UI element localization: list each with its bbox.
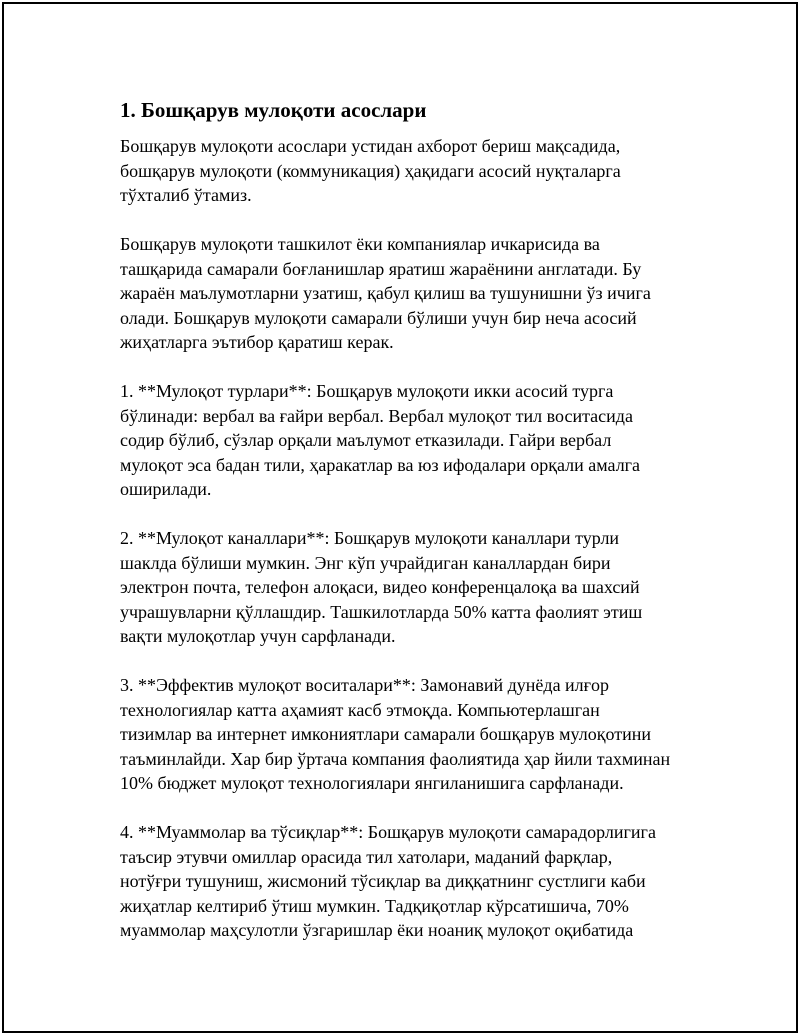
paragraph-item-1	[120, 379, 700, 502]
text-line: бошқарув мулоқоти (коммуникация) ҳақидаги асосий нуқталарга	[120, 160, 621, 181]
document-title: 1. Бошқарув мулоқоти асослари	[120, 98, 427, 122]
text-line: тўхталиб ўтамиз.	[120, 185, 252, 205]
text-line: содир бўлиб, сўзлар орқали маълумот етказилади. Гайри вербал	[120, 430, 612, 450]
text-line: таъсир этувчи омиллар орасида тил хатолари, маданий фарқлар,	[120, 846, 613, 867]
text-line: бўлинади: вербал ва ғайри вербал. Вербал мулоқот тил воситасида	[120, 405, 633, 426]
text-line: Бошқарув мулоқоти ташкилот ёки компаниялар ичкарисида ва	[120, 234, 600, 254]
paragraph-intro	[120, 134, 700, 208]
text-line: шаклда бўлиши мумкин. Энг кўп учрайдиган каналлардан бири	[120, 552, 611, 573]
text-line: жараён маълумотларни узатиш, қабул қилиш ва тушунишни ўз ичига	[120, 283, 651, 303]
text-line: технологиялар катта аҳамият касб этмоқда. Компьютерлашган	[120, 699, 600, 720]
text-line: 4. **Муаммолар ва тўсиқлар**: Бошқарув мулоқоти самарадорлигига	[120, 822, 656, 842]
text-line: оширилади.	[120, 479, 212, 499]
text-line: мулоқот эса бадан тили, ҳаракатлар ва юз ифодалари орқали амалга	[120, 454, 641, 475]
text-line: 3. **Эффектив мулоқот воситалари**: Замонавий дунёда илғор	[120, 675, 610, 695]
text-line: 1. **Мулоқот турлари**: Бошқарув мулоқоти икки асосий турга	[120, 381, 614, 401]
paragraph-definition	[120, 232, 700, 355]
paragraph-item-3	[120, 673, 700, 796]
text-line: жиҳатлар келтириб ўтиш мумкин. Тадқиқотлар кўрсатишича, 70%	[120, 895, 629, 916]
text-line: учрашувларни қўллашдир. Ташкилотларда 50% катта фаолият этиш	[120, 601, 643, 622]
text-line: муаммолар маҳсулотли ўзгаришлар ёки ноаниқ мулоқот оқибатида	[120, 920, 634, 940]
text-line: тизимлар ва интернет имкониятлари самарали бошқарув мулоқотини	[120, 724, 651, 744]
text-line: олади. Бошқарув мулоқоти самарали бўлиши учун бир неча асосий	[120, 307, 637, 328]
text-line: вақти мулоқотлар учун сарфланади.	[120, 626, 396, 646]
paragraph-item-4	[120, 820, 700, 943]
paragraph-item-2	[120, 526, 700, 649]
text-line: ташқарида самарали боғланишлар яратиш жараёнини англатади. Бу	[120, 258, 642, 279]
text-line: нотўғри тушуниш, жисмоний тўсиқлар ва диққатнинг сустлиги каби	[120, 871, 646, 891]
text-line: 2. **Мулоқот каналлари**: Бошқарув мулоқоти каналлари турли	[120, 528, 620, 548]
text-line: таъминлайди. Хар бир ўртача компания фаолиятида ҳар йили тахминан	[120, 748, 671, 769]
text-line: Бошқарув мулоқоти асослари устидан ахборот бериш мақсадида,	[120, 136, 621, 156]
document-page	[2, 2, 798, 1033]
text-line: 10% бюджет мулоқот технологиялари янгиланишига сарфланади.	[120, 773, 624, 793]
document-body	[120, 96, 700, 967]
text-line: жиҳатларга эътибор қаратиш керак.	[120, 332, 394, 352]
text-line: электрон почта, телефон алоқаси, видео конференцалоқа ва шахсий	[120, 577, 640, 597]
